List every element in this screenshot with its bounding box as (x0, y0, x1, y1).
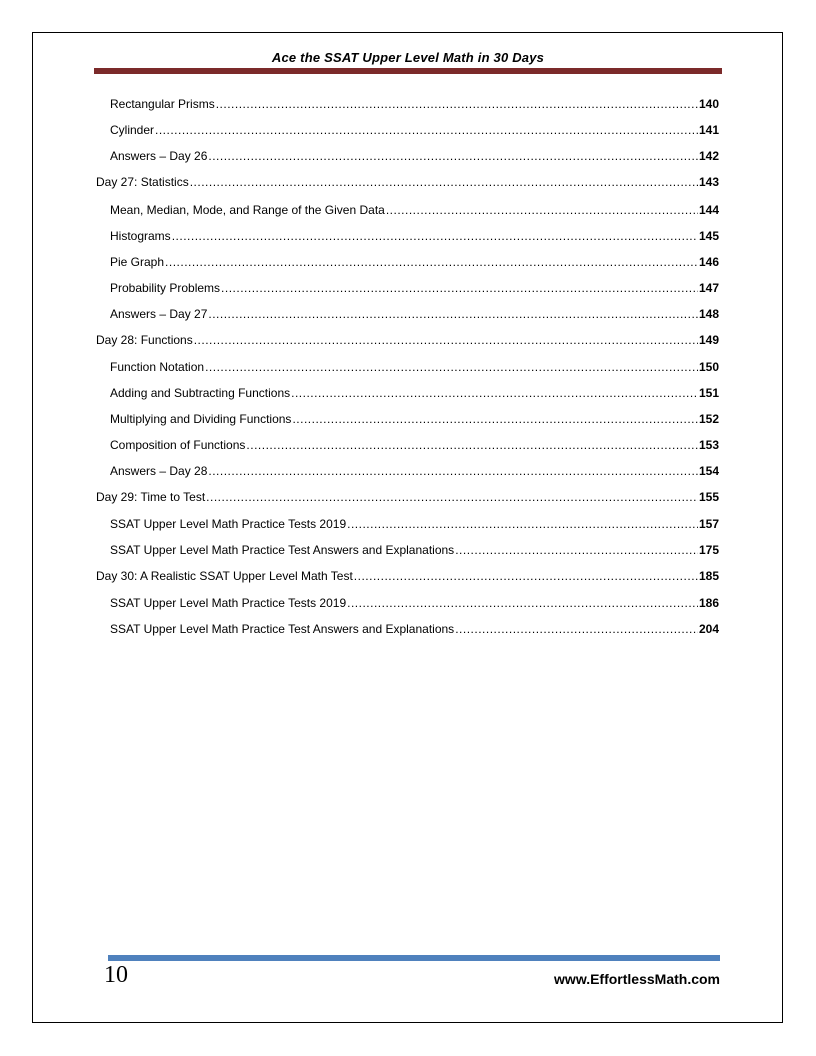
dot-leader (155, 120, 698, 140)
toc-entry[interactable] (96, 409, 719, 429)
toc-entry[interactable] (96, 252, 719, 272)
toc-entry[interactable] (96, 94, 719, 114)
toc-entry-page: 186 (698, 596, 719, 610)
toc-entry-page: 149 (698, 333, 719, 347)
toc-entry[interactable] (96, 304, 719, 324)
toc-entry-title: SSAT Upper Level Math Practice Test Answers and Explanations (110, 622, 455, 636)
toc-entry-page: 148 (698, 307, 719, 321)
toc-entry-title: Mean, Median, Mode, and Range of the Given Data (110, 203, 385, 217)
toc-entry-title: SSAT Upper Level Math Practice Test Answers and Explanations (110, 543, 455, 557)
toc-entry-page: 147 (698, 281, 719, 295)
toc-entry-title: Day 28: Functions (96, 333, 193, 347)
dot-leader (221, 278, 698, 298)
toc-entry[interactable] (96, 278, 719, 298)
toc-entry-page: 151 (698, 386, 719, 400)
page-number: 10 (104, 962, 128, 988)
toc-entry-title: Day 27: Statistics (96, 175, 189, 189)
toc-entry[interactable] (96, 619, 719, 639)
toc-entry-title: Probability Problems (110, 281, 221, 295)
dot-leader (455, 540, 698, 560)
toc-entry-title: Answers – Day 27 (110, 307, 208, 321)
dot-leader (208, 461, 698, 481)
dot-leader (208, 146, 698, 166)
toc-entry[interactable] (96, 487, 719, 507)
toc-entry-title: Multiplying and Dividing Functions (110, 412, 292, 426)
toc-entry[interactable] (96, 200, 719, 220)
toc-entry[interactable] (96, 330, 719, 350)
toc-entry-title: Cylinder (110, 123, 155, 137)
dot-leader (455, 619, 698, 639)
toc-entry-page: 175 (698, 543, 719, 557)
footer-website-link[interactable]: www.EffortlessMath.com (554, 971, 720, 987)
footer-rule (108, 955, 720, 961)
dot-leader (216, 94, 698, 114)
toc-entry-title: SSAT Upper Level Math Practice Tests 2019 (110, 517, 347, 531)
dot-leader (292, 409, 698, 429)
toc-entry[interactable] (96, 172, 719, 192)
toc-entry[interactable] (96, 435, 719, 455)
toc-entry-page: 143 (698, 175, 719, 189)
toc-entry-title: SSAT Upper Level Math Practice Tests 2019 (110, 596, 347, 610)
toc-entry-title: Adding and Subtracting Functions (110, 386, 291, 400)
toc-entry-page: 155 (698, 490, 719, 504)
toc-entry-page: 153 (698, 438, 719, 452)
toc-entry-title: Day 29: Time to Test (96, 490, 206, 504)
toc-entry-page: 185 (698, 569, 719, 583)
toc-entry[interactable] (96, 514, 719, 534)
toc-entry-page: 140 (698, 97, 719, 111)
toc-entry-title: Answers – Day 26 (110, 149, 208, 163)
toc-entry[interactable] (96, 540, 719, 560)
toc-entry-title: Day 30: A Realistic SSAT Upper Level Math Test (96, 569, 353, 583)
toc-entry-title: Answers – Day 28 (110, 464, 208, 478)
toc-entry[interactable] (96, 383, 719, 403)
toc-entry-page: 146 (698, 255, 719, 269)
dot-leader (208, 304, 698, 324)
toc-entry-title: Pie Graph (110, 255, 165, 269)
dot-leader (246, 435, 698, 455)
dot-leader (354, 566, 698, 586)
toc-entry-page: 157 (698, 517, 719, 531)
dot-leader (205, 357, 698, 377)
toc-entry-page: 144 (698, 203, 719, 217)
toc-entry[interactable] (96, 120, 719, 140)
running-header-title: Ace the SSAT Upper Level Math in 30 Days (271, 50, 545, 65)
toc-entry[interactable] (96, 226, 719, 246)
toc-entry-title: Function Notation (110, 360, 205, 374)
dot-leader (347, 514, 698, 534)
toc-entry-page: 150 (698, 360, 719, 374)
dot-leader (190, 172, 698, 192)
header-rule (94, 68, 722, 74)
toc-entry-page: 204 (698, 622, 719, 636)
toc-entry-page: 142 (698, 149, 719, 163)
toc-entry-page: 141 (698, 123, 719, 137)
toc-entry[interactable] (96, 593, 719, 613)
dot-leader (172, 226, 698, 246)
dot-leader (206, 487, 698, 507)
toc-entry-page: 152 (698, 412, 719, 426)
toc-entry-title: Composition of Functions (110, 438, 246, 452)
dot-leader (291, 383, 698, 403)
toc-entry[interactable] (96, 461, 719, 481)
dot-leader (165, 252, 698, 272)
toc-entry-page: 145 (698, 229, 719, 243)
dot-leader (194, 330, 698, 350)
toc-entry[interactable] (96, 146, 719, 166)
toc-entry-page: 154 (698, 464, 719, 478)
dot-leader (386, 200, 698, 220)
dot-leader (347, 593, 698, 613)
toc-entry-title: Rectangular Prisms (110, 97, 215, 111)
toc-entry[interactable] (96, 357, 719, 377)
toc-entry-title: Histograms (110, 229, 171, 243)
toc-entry[interactable] (96, 566, 719, 586)
